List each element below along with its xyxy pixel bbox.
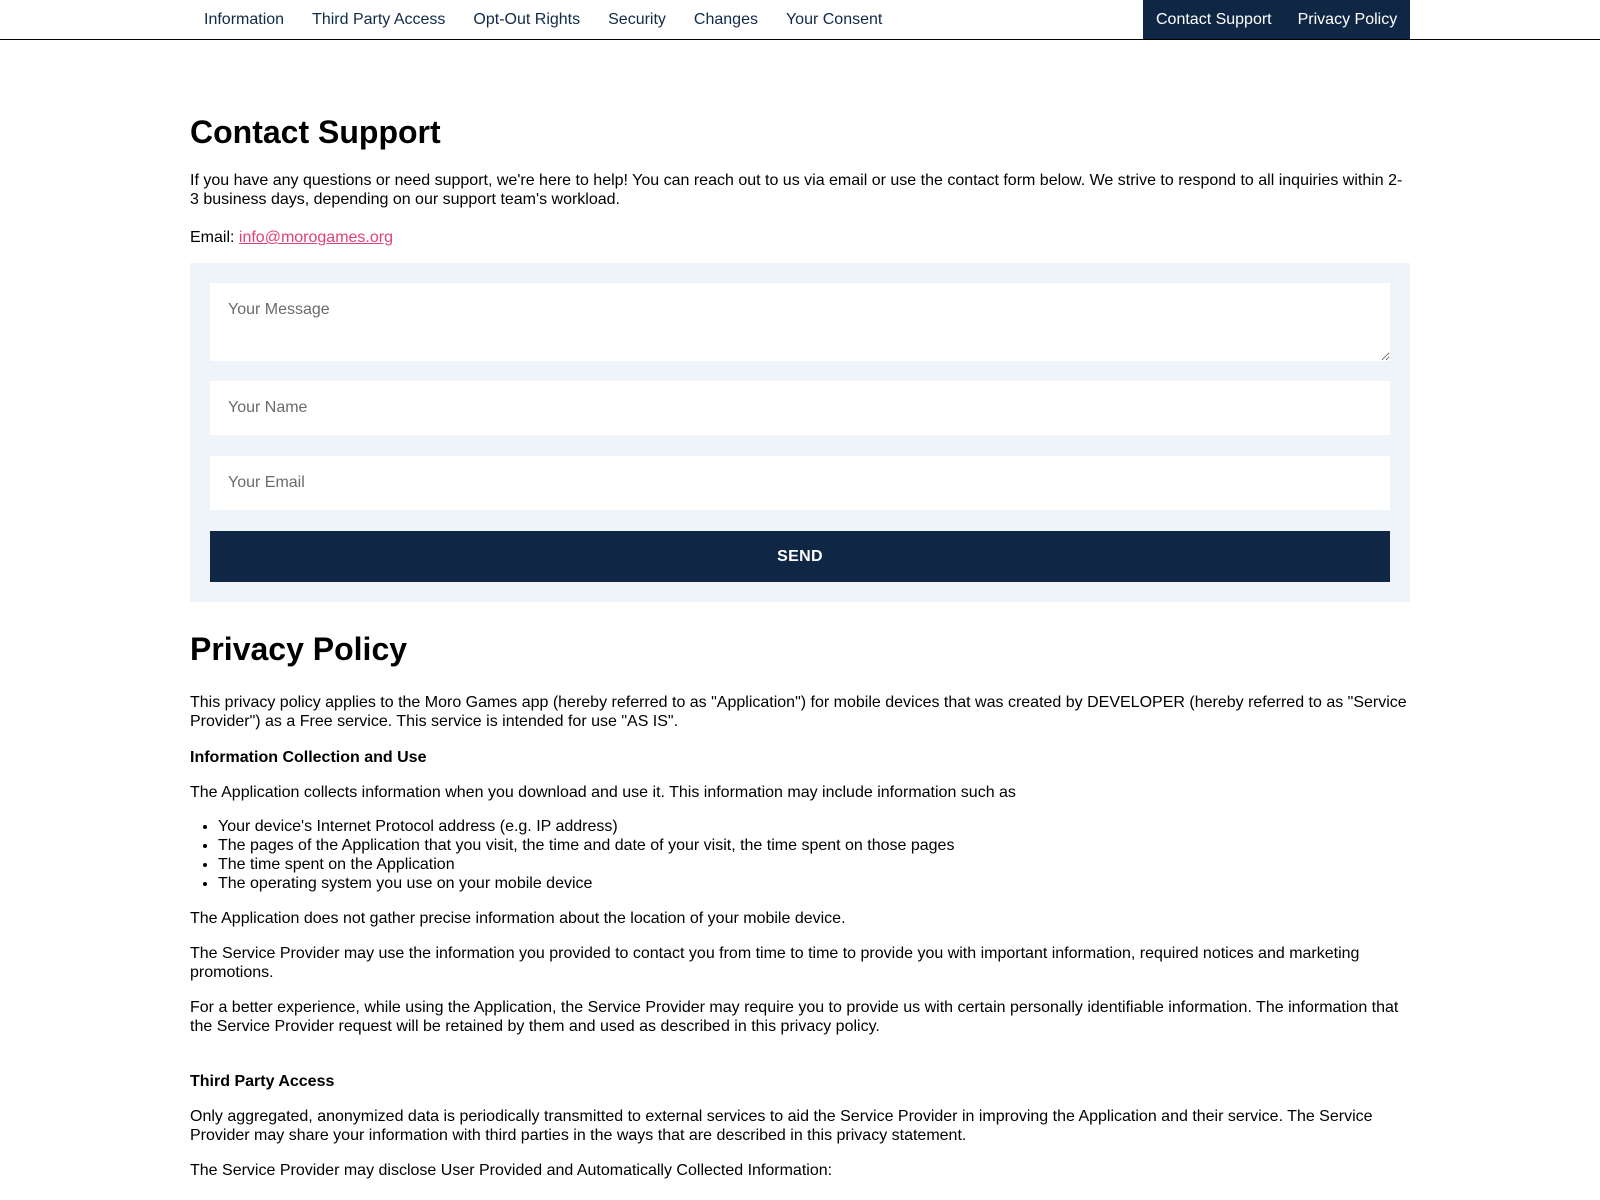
third-party-text: Only aggregated, anonymized data is periodically transmitted to external services to aid the Service Provider in improving the Application and their service. The Service Provider may share your information with third parties in the ways that are described in this privacy statement. — [190, 1108, 1373, 1144]
nav-link-security[interactable]: Security — [608, 11, 666, 28]
nav-link-opt-out-rights[interactable]: Opt-Out Rights — [473, 11, 581, 28]
nav-link-third-party-access[interactable]: Third Party Access — [312, 11, 446, 28]
list-item: • The operating system you use on your mobile device — [218, 874, 954, 893]
collection-intro-text: The Application collects information when you download and use it. This information may include information such as — [190, 784, 1016, 801]
nav-link-your-consent[interactable]: Your Consent — [785, 11, 883, 28]
nav-link-privacy-policy[interactable]: Privacy Policy — [1297, 11, 1398, 28]
email-label: Email: — [190, 229, 235, 246]
message-textarea[interactable] — [210, 283, 1390, 361]
nav-link-changes[interactable]: Changes — [693, 11, 758, 28]
location-text: The Application does not gather precise information about the location of your mobile device. — [190, 910, 846, 927]
email-input[interactable] — [210, 456, 1390, 510]
list-item: • Your device's Internet Protocol address (e.g. IP address) — [218, 817, 954, 836]
contact-use-text: The Service Provider may use the information you provided to contact you from time to time to provide you with important information, required notices and marketing promotions. — [190, 945, 1360, 981]
contact-form — [190, 263, 1410, 602]
nav-left-group — [190, 0, 896, 39]
privacy-intro-text: This privacy policy applies to the Moro Games app (hereby referred to as "Application") for mobile devices that was created by DEVELOPER (hereby referred to as "Service Provider") as a Free service. This service is intended for use "AS IS". — [190, 694, 1407, 730]
nav-link-information[interactable]: Information — [204, 11, 285, 28]
contact-intro-text: If you have any questions or need support, we're here to help! You can reach out to us via email or use the contact form below. We strive to respond to all inquiries within 2-3 business days, depending on our support team's workload. — [190, 172, 1403, 208]
disclose-text: The Service Provider may disclose User Provided and Automatically Collected Information: — [190, 1162, 833, 1179]
list-item: • The time spent on the Application — [218, 855, 954, 874]
experience-text: For a better experience, while using the Application, the Service Provider may require you to provide us with certain personally identifiable information. The information that the Service Provider request will be retained by them and used as described in this privacy policy. — [190, 999, 1399, 1035]
nav-link-contact-support[interactable]: Contact Support — [1156, 11, 1272, 28]
contact-email-line — [190, 228, 1410, 247]
send-button[interactable]: SEND — [210, 531, 1390, 582]
email-link[interactable]: info@morogames.org — [238, 229, 393, 246]
name-input[interactable] — [210, 381, 1390, 435]
privacy-policy-title: Privacy Policy — [190, 631, 408, 667]
contact-support-title: Contact Support — [190, 114, 441, 150]
nav-right-group — [1143, 0, 1410, 39]
list-item: • The pages of the Application that you visit, the time and date of your visit, the time spent on those pages — [218, 836, 954, 855]
collection-heading: Information Collection and Use — [190, 749, 427, 766]
third-party-heading: Third Party Access — [190, 1073, 335, 1090]
collection-list — [218, 817, 954, 893]
top-navigation — [0, 0, 1600, 40]
